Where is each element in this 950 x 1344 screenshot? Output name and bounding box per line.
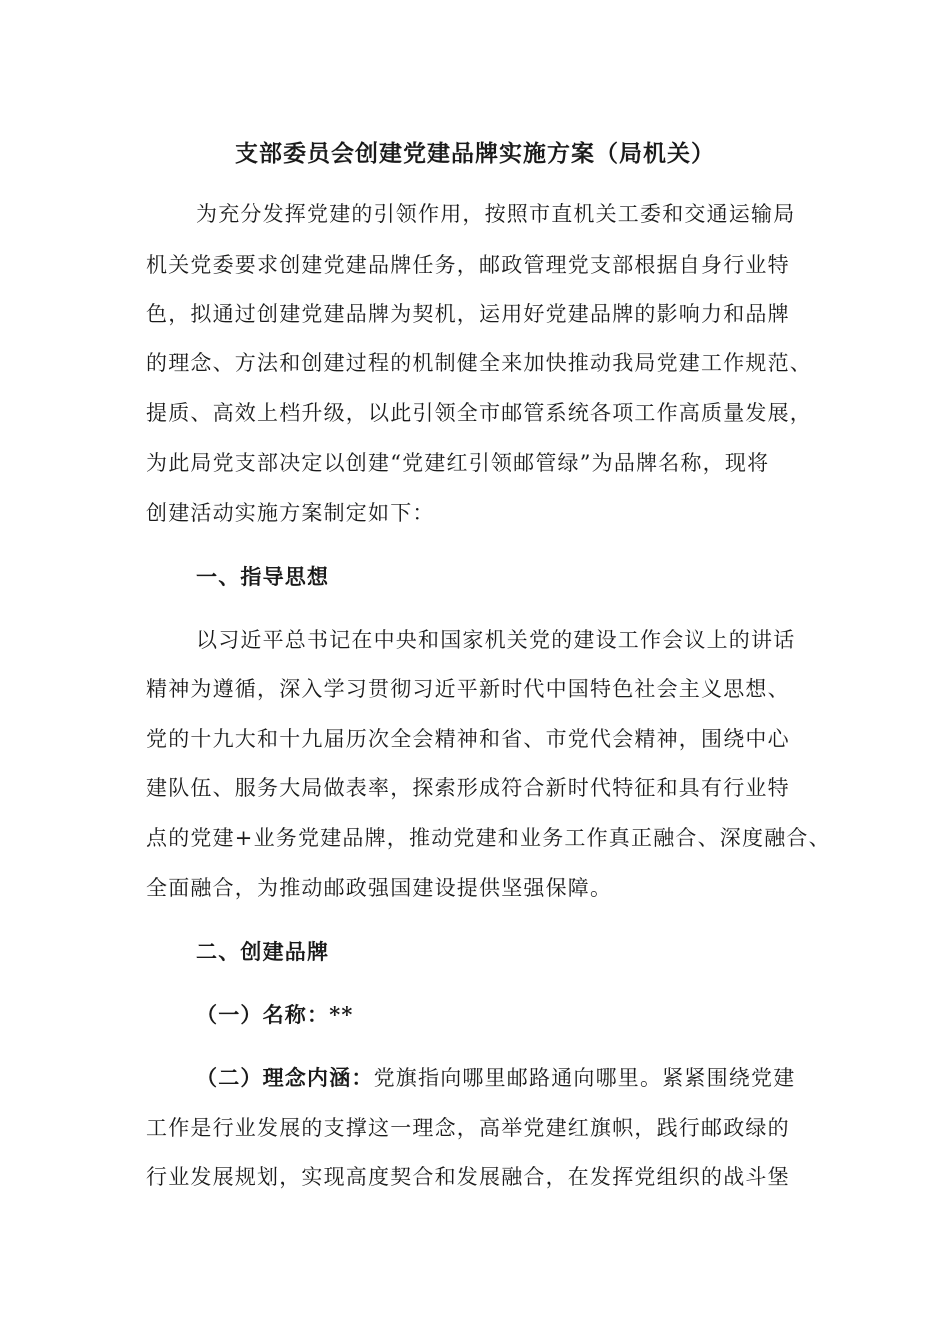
section1-line-4: 建队伍、服务大局做表率，探索形成符合新时代特征和具有行业特 bbox=[146, 776, 790, 800]
section-heading-create-brand: 二、创建品牌 bbox=[196, 939, 330, 964]
section1-line-5: 点的党建+业务党建品牌，推动党建和业务工作真正融合、深度融合、 bbox=[146, 826, 831, 850]
brand-concept-line-1 bbox=[196, 1063, 795, 1093]
brand-concept-text: 党旗指向哪里邮路通向哪里。紧紧围绕党建 bbox=[373, 1066, 796, 1090]
document-title: 支部委员会创建党建品牌实施方案（局机关） bbox=[235, 140, 715, 167]
intro-line-3: 色，拟通过创建党建品牌为契机，运用好党建品牌的影响力和品牌 bbox=[146, 302, 790, 326]
brand-concept-label: （二）理念内涵： bbox=[196, 1065, 374, 1090]
intro-line-4: 的理念、方法和创建过程的机制健全来加快推动我局党建工作规范、 bbox=[146, 351, 812, 375]
section1-line-6: 全面融合，为推动邮政强国建设提供坚强保障。 bbox=[146, 876, 613, 900]
brand-concept-line-2: 工作是行业发展的支撑这一理念，高举党建红旗帜，践行邮政绿的 bbox=[146, 1116, 790, 1140]
intro-line-2: 机关党委要求创建党建品牌任务，邮政管理党支部根据自身行业特 bbox=[146, 253, 790, 277]
intro-line-5: 提质、高效上档升级，以此引领全市邮管系统各项工作高质量发展， bbox=[146, 401, 812, 425]
intro-line-6: 为此局党支部决定以创建“党建红引领邮管绿”为品牌名称，现将 bbox=[146, 451, 770, 475]
section1-line-3: 党的十九大和十九届历次全会精神和省、市党代会精神，围绕中心 bbox=[146, 727, 790, 751]
section-heading-guiding-thought: 一、指导思想 bbox=[196, 564, 330, 589]
intro-line-7: 创建活动实施方案制定如下： bbox=[146, 501, 435, 525]
brand-name-item: （一）名称：** bbox=[196, 1002, 354, 1027]
section1-line-2: 精神为遵循，深入学习贯彻习近平新时代中国特色社会主义思想、 bbox=[146, 677, 790, 701]
brand-concept-line-3: 行业发展规划，实现高度契合和发展融合，在发挥党组织的战斗堡 bbox=[146, 1165, 790, 1189]
intro-line-1: 为充分发挥党建的引领作用，按照市直机关工委和交通运输局 bbox=[196, 202, 796, 226]
section1-line-1: 以习近平总书记在中央和国家机关党的建设工作会议上的讲话 bbox=[196, 628, 796, 652]
